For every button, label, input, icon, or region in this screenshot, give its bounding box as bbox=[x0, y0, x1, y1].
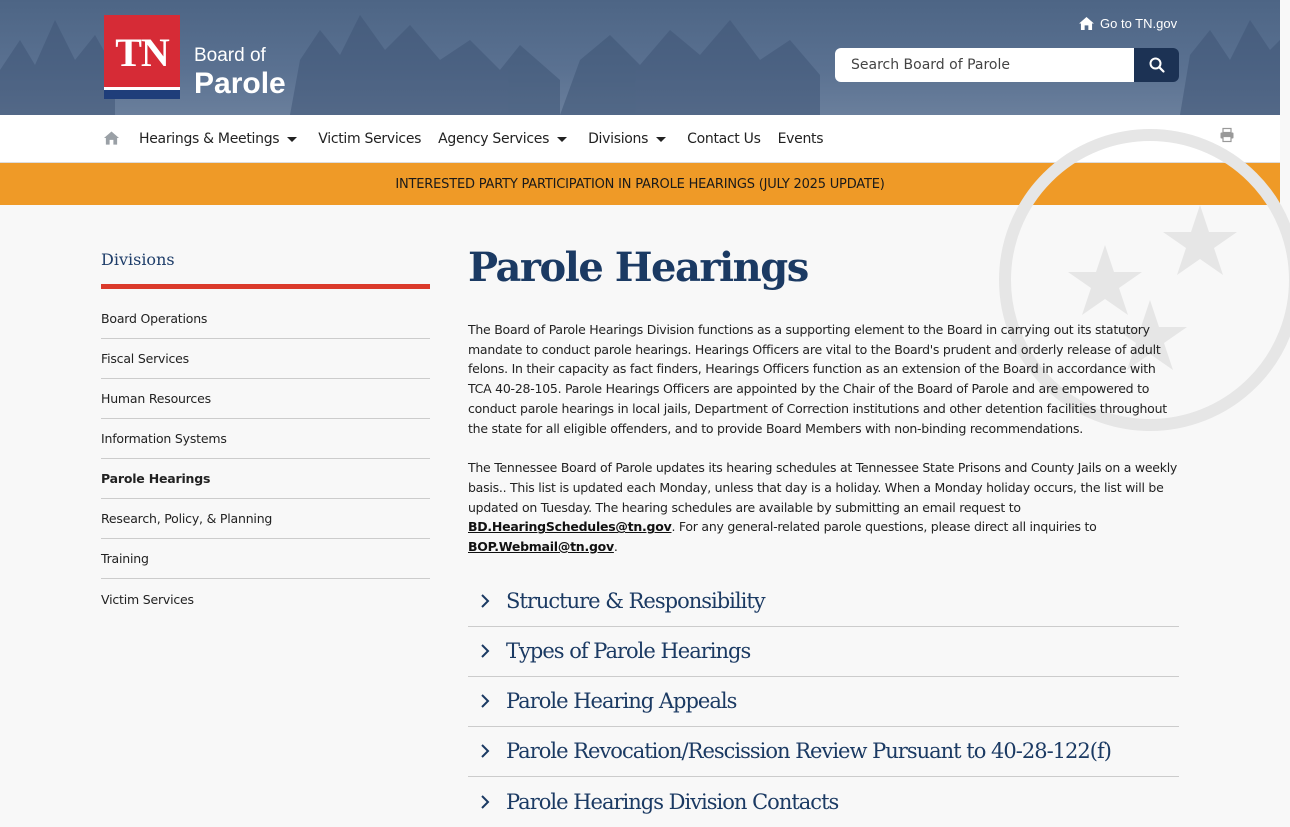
tn-logo-badge bbox=[104, 15, 180, 99]
chevron-right-icon bbox=[468, 643, 506, 659]
accordion-item[interactable] bbox=[468, 677, 1179, 727]
nav-item-label: Events bbox=[777, 131, 824, 147]
accordion-item[interactable] bbox=[468, 777, 1179, 827]
sidebar-item-research-policy-planning[interactable]: Research, Policy, & Planning bbox=[101, 499, 430, 539]
sidebar bbox=[101, 250, 430, 619]
accordion-label: Parole Hearings Division Contacts bbox=[506, 789, 839, 814]
nav-item-events[interactable] bbox=[778, 131, 824, 147]
sidebar-list bbox=[101, 299, 430, 619]
sidebar-item-board-operations[interactable]: Board Operations bbox=[101, 299, 430, 339]
accordion-item[interactable] bbox=[468, 577, 1179, 627]
caret-down-icon bbox=[557, 137, 567, 142]
sidebar-title: Divisions bbox=[101, 250, 175, 269]
nav-home-icon[interactable] bbox=[104, 131, 119, 145]
search-icon bbox=[1149, 57, 1165, 73]
intro-paragraph: The Board of Parole Hearings Division functions as a supporting element to the Board in carrying out its statutory mandate to conduct parole hearings. Hearings Officers are vital to the Board's prudent and orderly release of adult felons. In their capacity as fact finders, Hearings Officers function as an extension of the Board in accordance with TCA 40-28-105. Parole Hearings Officers are appointed by the Chair of the Board of Parole and are empowered to conduct parole hearings in local jails, Department of Correction institutions and other detention facilities throughout the state for all eligible offenders, and to provide Board Members with non-binding recommendations. bbox=[468, 322, 1167, 436]
logo-wordmark bbox=[194, 46, 286, 99]
sidebar-item-victim-services[interactable]: Victim Services bbox=[101, 591, 194, 607]
hearing-schedules-email-link[interactable]: BD.HearingSchedules@tn.gov bbox=[468, 519, 672, 535]
nav-item-hearings-meetings[interactable] bbox=[139, 131, 297, 147]
goto-tn-link[interactable] bbox=[1079, 16, 1177, 31]
search-button[interactable] bbox=[1134, 48, 1179, 82]
schedule-text-c: . bbox=[613, 539, 618, 555]
accordion-label: Parole Revocation/Rescission Review Pursuant to 40-28-122(f) bbox=[506, 739, 1111, 764]
sidebar-item-human-resources[interactable]: Human Resources bbox=[101, 379, 430, 419]
accordion-label: Types of Parole Hearings bbox=[506, 639, 751, 664]
site-logo[interactable] bbox=[104, 15, 286, 99]
nav-item-victim-services[interactable] bbox=[318, 131, 421, 147]
schedule-text-b: . For any general-related parole questions, please direct all inquiries to bbox=[671, 519, 1097, 535]
caret-down-icon bbox=[287, 137, 297, 142]
accordion-label: Parole Hearing Appeals bbox=[506, 689, 737, 714]
caret-down-icon bbox=[656, 137, 666, 142]
sidebar-rule bbox=[101, 284, 430, 289]
sidebar-item-information-systems[interactable]: Information Systems bbox=[101, 419, 430, 459]
chevron-right-icon bbox=[468, 794, 506, 810]
nav-item-label: Divisions bbox=[588, 131, 649, 147]
site-header bbox=[0, 0, 1280, 115]
accordion-item[interactable] bbox=[468, 727, 1179, 777]
main-content bbox=[468, 240, 1179, 827]
tn-logo-text: TN bbox=[115, 30, 169, 75]
nav-items bbox=[139, 115, 840, 163]
logo-line2: Parole bbox=[194, 67, 286, 100]
chevron-right-icon bbox=[468, 693, 506, 709]
schedule-text-a: The Tennessee Board of Parole updates its hearing schedules at Tennessee State Prisons and County Jails on a weekly basis.. This list is updated each Monday, unless that day is a holiday. When a Monday holiday occurs, the list will be updated on Tuesday. The hearing schedules are available by submitting an email request to bbox=[468, 460, 1178, 515]
goto-tn-label: Go to TN.gov bbox=[1100, 16, 1178, 31]
logo-stripe-blue bbox=[104, 90, 180, 99]
print-icon[interactable] bbox=[1220, 128, 1234, 142]
alert-banner-text: INTERESTED PARTY PARTICIPATION IN PAROLE HEARINGS (JULY 2025 UPDATE) bbox=[395, 176, 885, 192]
nav-item-label: Victim Services bbox=[318, 131, 422, 147]
sidebar-item-parole-hearings[interactable]: Parole Hearings bbox=[101, 459, 430, 499]
chevron-right-icon bbox=[468, 743, 506, 759]
nav-item-label: Agency Services bbox=[438, 131, 550, 147]
nav-item-divisions[interactable] bbox=[588, 131, 666, 147]
search-input[interactable] bbox=[835, 48, 1134, 82]
logo-line1: Board of bbox=[194, 45, 266, 66]
chevron-right-icon bbox=[468, 593, 506, 609]
nav-item-agency-services[interactable] bbox=[438, 131, 567, 147]
home-icon bbox=[1079, 17, 1094, 30]
accordion bbox=[468, 577, 1179, 827]
schedule-paragraph bbox=[468, 458, 1179, 557]
sidebar-item-fiscal-services[interactable]: Fiscal Services bbox=[101, 339, 430, 379]
sidebar-item-training[interactable]: Training bbox=[101, 539, 430, 579]
accordion-item[interactable] bbox=[468, 627, 1179, 677]
page-title: Parole Hearings bbox=[468, 244, 808, 291]
nav-item-contact-us[interactable] bbox=[687, 131, 760, 147]
accordion-label: Structure & Responsibility bbox=[506, 589, 765, 614]
nav-item-label: Contact Us bbox=[687, 131, 761, 147]
webmail-email-link[interactable]: BOP.Webmail@tn.gov bbox=[468, 539, 614, 555]
search-bar bbox=[835, 48, 1179, 82]
nav-item-label: Hearings & Meetings bbox=[139, 131, 280, 147]
